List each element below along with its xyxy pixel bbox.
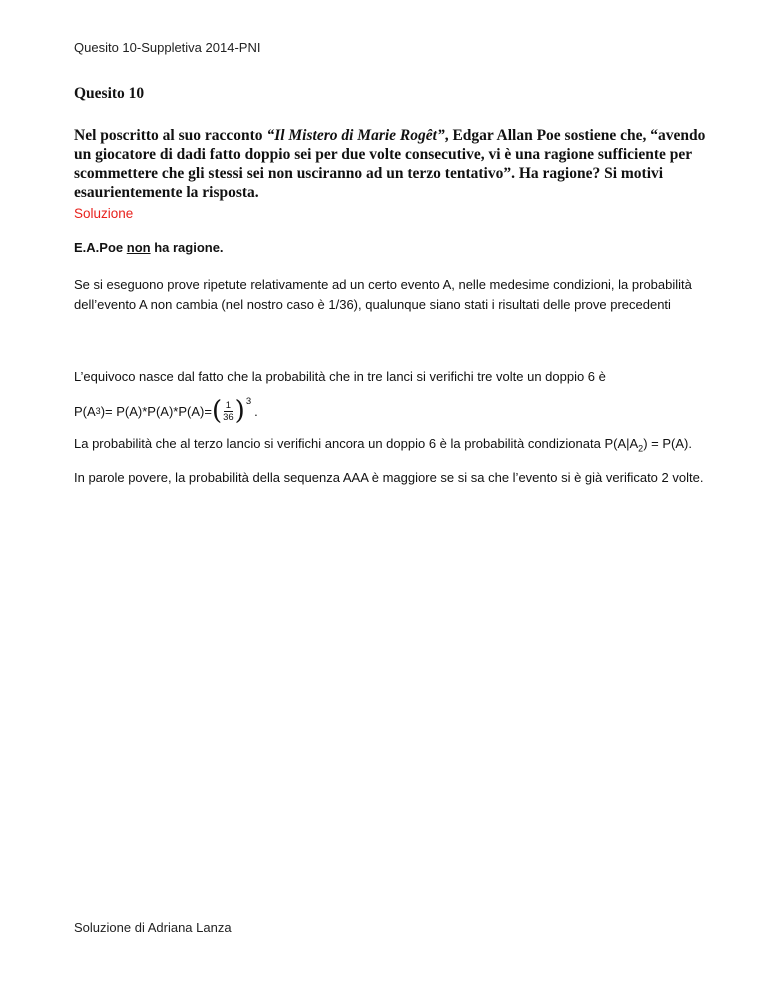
story-title: “Il Mistero di Marie Rogêt” — [266, 127, 445, 144]
answer-suffix: ha ragione. — [150, 240, 224, 255]
solution-heading: Soluzione — [74, 206, 134, 221]
solution-paragraph-2: L’equivoco nasce dal fatto che la probabilità che in tre lanci si verifichi tre volte un doppio 6 è — [74, 369, 606, 384]
formula-rhs: )= P(A)*P(A)*P(A)= — [100, 403, 212, 419]
para3-sub: 2 — [638, 443, 644, 454]
question-text-part1: Nel poscritto al suo racconto — [74, 127, 267, 144]
question-title: Quesito 10 — [74, 85, 145, 102]
solution-paragraph-1: Se si eseguono prove ripetute relativamente ad un certo evento A, nelle medesime condizioni, la probabilità dell’evento A non cambia (nel nostro caso è 1/36), qualunque siano stati i risultati delle prove precedenti — [74, 277, 692, 312]
formula-lhs: P(A — [74, 403, 96, 419]
formula-end: . — [254, 403, 258, 419]
para3-before: La probabilità che al terzo lancio si verifichi ancora un doppio 6 è la probabilità condizionata P(A|A — [74, 436, 639, 451]
question-text-part2: , Edgar Allan Poe sostiene che, “avendo un giocatore di dadi fatto doppio sei per due volte consecutive, vi è una ragione sufficiente per scommettere che gli stessi sei non usciranno ad un terzo tentativo”. Ha ragione? Si motivi esaurientemente la risposta. — [74, 127, 706, 201]
page-header: Quesito 10-Suppletiva 2014-PNI — [74, 40, 261, 55]
fraction — [223, 400, 234, 423]
answer-line — [74, 240, 224, 255]
answer-prefix: E.A.Poe — [74, 240, 127, 255]
para3-after: ) = P(A). — [643, 436, 692, 451]
solution-paragraph-3 — [74, 434, 734, 459]
fraction-denominator: 36 — [223, 411, 234, 423]
right-paren-glyph: ) — [234, 396, 245, 426]
left-paren-glyph: ( — [211, 396, 223, 426]
solution-paragraph-4: In parole povere, la probabilità della sequenza AAA è maggiore se si sa che l’evento si è già verificato 2 volte. — [74, 470, 704, 485]
probability-formula — [74, 394, 258, 428]
formula-lhs-sub: 3 — [95, 406, 101, 416]
answer-underlined: non — [126, 240, 151, 255]
fraction-numerator: 1 — [225, 399, 232, 411]
page-footer: Soluzione di Adriana Lanza — [74, 920, 232, 935]
question-text — [74, 126, 714, 202]
formula-exponent: 3 — [245, 395, 252, 407]
